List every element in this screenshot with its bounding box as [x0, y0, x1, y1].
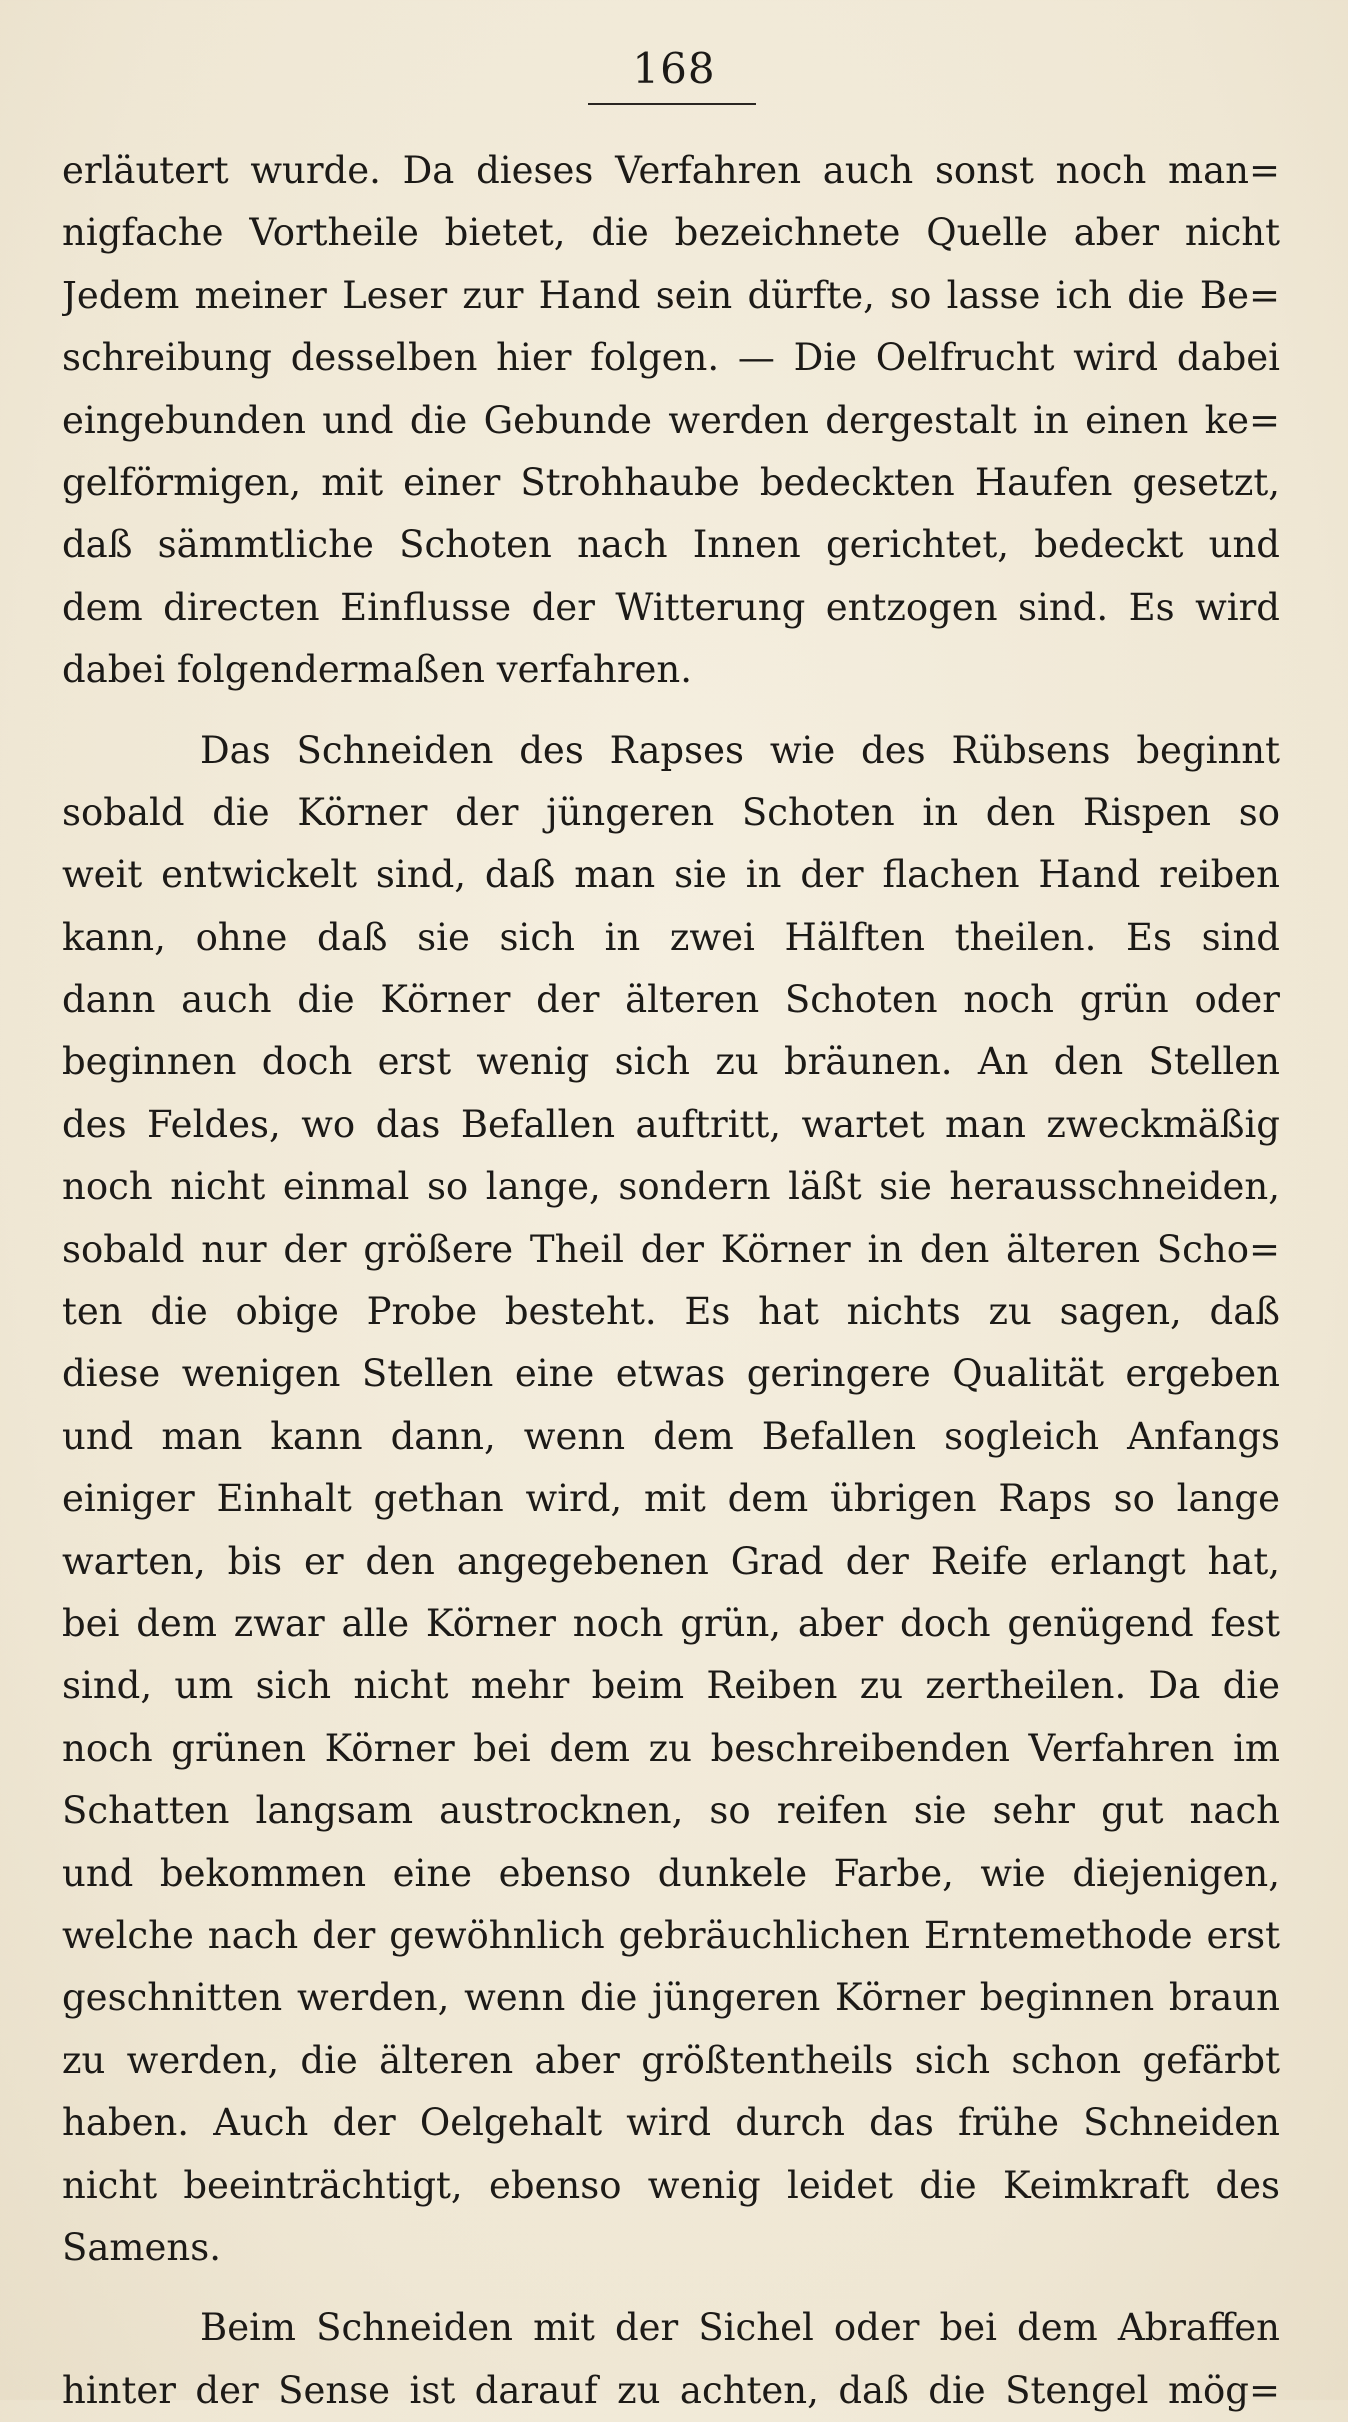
text-line: dem directen Einflusse der Witterung entzogen sind. Es wird [62, 585, 1280, 629]
text-line: haben. Auch der Oelgehalt wird durch das frühe Schneiden [62, 2101, 1280, 2145]
page-number: 168 [632, 44, 716, 93]
text-line: Das Schneiden des Rapses wie des Rübsens beginnt [200, 728, 1280, 772]
paragraph-gap [62, 702, 1280, 720]
text-line: beginnen doch erst wenig sich zu bräunen. An den Stellen [62, 1040, 1280, 1084]
text-line: weit entwickelt sind, daß man sie in der flachen Hand reiben [62, 853, 1280, 897]
text-line: daß sämmtliche Schoten nach Innen gerichtet, bedeckt und [62, 523, 1280, 567]
text-line: Jedem meiner Leser zur Hand sein dürfte, so lasse ich die Be= [62, 273, 1280, 317]
paragraph [62, 140, 1280, 702]
body-text [62, 140, 1280, 2422]
text-line: erläutert wurde. Da dieses Verfahren auch sonst noch man= [62, 149, 1280, 192]
text-line: Beim Schneiden mit der Sichel oder bei dem Abraffen [200, 2306, 1280, 2350]
text-line: nicht beeinträchtigt, ebenso wenig leidet die Keimkraft des [62, 2163, 1280, 2207]
text-line: Samens. [62, 2225, 221, 2269]
text-line: und bekommen eine ebenso dunkele Farbe, wie diejenigen, [62, 1851, 1280, 1895]
text-line: eingebunden und die Gebunde werden dergestalt in einen ke= [62, 398, 1280, 442]
text-line: sobald nur der größere Theil der Körner in den älteren Scho= [62, 1227, 1280, 1271]
text-line: dann auch die Körner der älteren Schoten noch grün oder [62, 978, 1280, 1022]
text-line: gelförmigen, mit einer Strohhaube bedeckten Haufen gesetzt, [62, 460, 1280, 504]
text-line: einiger Einhalt gethan wird, mit dem übrigen Raps so lange [62, 1477, 1280, 1521]
text-line: kann, ohne daß sie sich in zwei Hälften theilen. Es sind [62, 915, 1280, 959]
paragraph [62, 2297, 1280, 2422]
paragraph-gap [62, 2279, 1280, 2297]
text-line: geschnitten werden, wenn die jüngeren Körner beginnen braun [62, 1976, 1280, 2020]
text-line: nigfache Vortheile bietet, die bezeichnete Quelle aber nicht [62, 211, 1280, 255]
text-line: des Feldes, wo das Befallen auftritt, wartet man zweckmäßig [62, 1102, 1280, 1146]
text-line: zu werden, die älteren aber größtentheils sich schon gefärbt [62, 2038, 1280, 2082]
header-rule [588, 103, 756, 105]
text-line: schreibung desselben hier folgen. — Die Oelfrucht wird dabei [62, 336, 1280, 380]
text-line: hinter der Sense ist darauf zu achten, daß die Stengel mög= [62, 2368, 1280, 2412]
text-line: diese wenigen Stellen eine etwas geringere Qualität ergeben [62, 1352, 1280, 1396]
text-line: sind, um sich nicht mehr beim Reiben zu zertheilen. Da die [62, 1664, 1280, 1708]
text-line: dabei folgendermaßen verfahren. [62, 648, 692, 692]
text-line: welche nach der gewöhnlich gebräuchlichen Erntemethode erst [62, 1913, 1280, 1957]
text-line: sobald die Körner der jüngeren Schoten in den Rispen so [62, 790, 1280, 834]
text-line: bei dem zwar alle Körner noch grün, aber doch genügend fest [62, 1601, 1280, 1645]
paragraph [62, 720, 1280, 2280]
text-line: noch nicht einmal so lange, sondern läßt sie herausschneiden, [62, 1165, 1280, 1209]
text-line: noch grünen Körner bei dem zu beschreibenden Verfahren im [62, 1726, 1280, 1770]
text-line: warten, bis er den angegebenen Grad der Reife erlangt hat, [62, 1539, 1280, 1583]
text-line: ten die obige Probe besteht. Es hat nichts zu sagen, daß [62, 1290, 1280, 1334]
text-line: und man kann dann, wenn dem Befallen sogleich Anfangs [62, 1414, 1280, 1458]
text-line: Schatten langsam austrocknen, so reifen sie sehr gut nach [62, 1789, 1280, 1833]
